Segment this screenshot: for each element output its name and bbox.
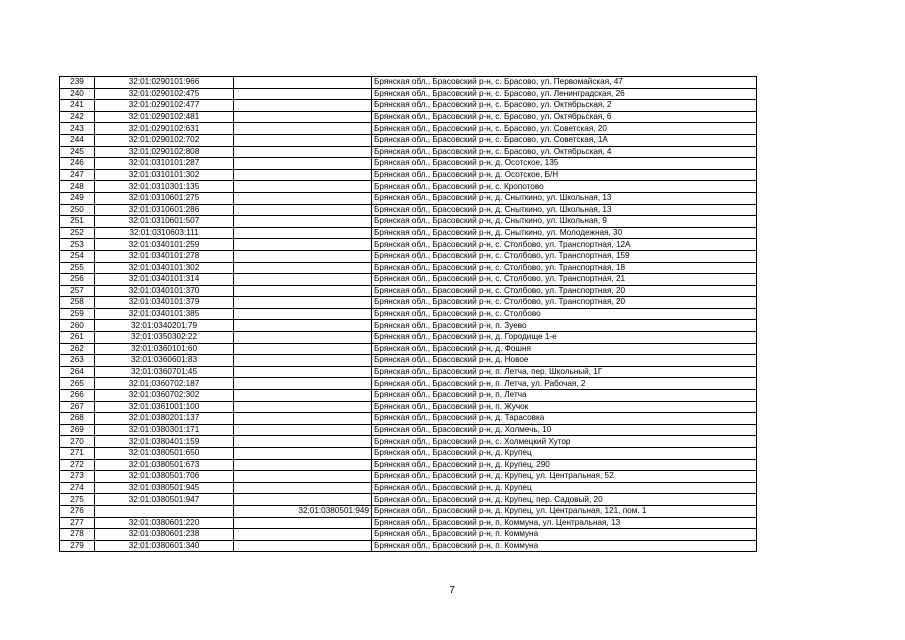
address-cell: Брянская обл., Брасовский р-н, с. Столбово, ул. Транспортная, 21 <box>372 274 757 286</box>
row-number-cell: 269 <box>60 424 95 436</box>
address-cell: Брянская обл., Брасовский р-н, п. Летча, пер. Школьный, 1Г <box>372 366 757 378</box>
address-cell: Брянская обл., Брасовский р-н, с. Кропотово <box>372 181 757 193</box>
cadastral-number-alt-cell <box>234 401 372 413</box>
address-cell: Брянская обл., Брасовский р-н, д. Крупец <box>372 448 757 460</box>
cadastral-number-cell: 32:01:0350302:22 <box>95 332 234 344</box>
row-number-cell: 248 <box>60 181 95 193</box>
table-row <box>60 540 757 552</box>
cadastral-number-alt-cell <box>234 297 372 309</box>
cadastral-number-alt-cell <box>234 88 372 100</box>
table-row <box>60 413 757 425</box>
cadastral-number-cell: 32:01:0361001:100 <box>95 401 234 413</box>
row-number-cell: 276 <box>60 505 95 517</box>
cadastral-number-cell: 32:01:0380201:137 <box>95 413 234 425</box>
address-cell: Брянская обл., Брасовский р-н, с. Столбово, ул. Транспортная, 159 <box>372 250 757 262</box>
cadastral-number-alt-cell <box>234 517 372 529</box>
cadastral-number-alt-cell <box>234 355 372 367</box>
cadastral-number-alt-cell <box>234 494 372 506</box>
cadastral-number-cell: 32:01:0290102:477 <box>95 100 234 112</box>
cadastral-number-alt-cell <box>234 181 372 193</box>
table-row <box>60 424 757 436</box>
table-row <box>60 146 757 158</box>
table-row <box>60 471 757 483</box>
row-number-cell: 264 <box>60 366 95 378</box>
row-number-cell: 273 <box>60 471 95 483</box>
cadastral-number-alt-cell <box>234 146 372 158</box>
cadastral-number-cell: 32:01:0290102:481 <box>95 111 234 123</box>
cadastral-number-alt-cell <box>234 77 372 89</box>
address-cell: Брянская обл., Брасовский р-н, п. Летча, ул. Рабочая, 2 <box>372 378 757 390</box>
cadastral-number-cell: 32:01:0340101:379 <box>95 297 234 309</box>
row-number-cell: 262 <box>60 343 95 355</box>
table-row <box>60 320 757 332</box>
row-number-cell: 249 <box>60 192 95 204</box>
table-row <box>60 262 757 274</box>
row-number-cell: 258 <box>60 297 95 309</box>
table-row <box>60 158 757 170</box>
table-row <box>60 274 757 286</box>
row-number-cell: 245 <box>60 146 95 158</box>
cadastral-number-cell: 32:01:0290102:702 <box>95 134 234 146</box>
cadastral-number-cell: 32:01:0380601:220 <box>95 517 234 529</box>
cadastral-number-alt-cell <box>234 274 372 286</box>
cadastral-number-cell: 32:01:0310603:111 <box>95 227 234 239</box>
cadastral-number-alt-cell <box>234 390 372 402</box>
address-cell: Брянская обл., Брасовский р-н, д. Тарасовка <box>372 413 757 425</box>
cadastral-number-cell: 32:01:0290102:808 <box>95 146 234 158</box>
address-cell: Брянская обл., Брасовский р-н, п. Зуево <box>372 320 757 332</box>
table-row <box>60 77 757 89</box>
address-cell: Брянская обл., Брасовский р-н, с. Брасово, ул. Октябрьская, 6 <box>372 111 757 123</box>
row-number-cell: 251 <box>60 216 95 228</box>
row-number-cell: 272 <box>60 459 95 471</box>
cadastral-number-alt-cell <box>234 239 372 251</box>
table-row <box>60 111 757 123</box>
row-number-cell: 259 <box>60 308 95 320</box>
table-row <box>60 192 757 204</box>
table-row <box>60 239 757 251</box>
table-row <box>60 181 757 193</box>
address-cell: Брянская обл., Брасовский р-н, д. Крупец, ул. Центральная, 121, пом. 1 <box>372 505 757 517</box>
row-number-cell: 242 <box>60 111 95 123</box>
cadastral-number-alt-cell <box>234 169 372 181</box>
cadastral-number-alt-cell <box>234 413 372 425</box>
cadastral-number-alt-cell <box>234 343 372 355</box>
cadastral-number-alt-cell <box>234 250 372 262</box>
table-row <box>60 401 757 413</box>
row-number-cell: 253 <box>60 239 95 251</box>
table-row <box>60 250 757 262</box>
address-cell: Брянская обл., Брасовский р-н, с. Брасово, ул. Первомайская, 47 <box>372 77 757 89</box>
cadastral-number-cell: 32:01:0310301:135 <box>95 181 234 193</box>
address-cell: Брянская обл., Брасовский р-н, с. Столбово, ул. Транспортная, 20 <box>372 297 757 309</box>
row-number-cell: 267 <box>60 401 95 413</box>
address-cell: Брянская обл., Брасовский р-н, д. Холмечь, 10 <box>372 424 757 436</box>
row-number-cell: 244 <box>60 134 95 146</box>
address-cell: Брянская обл., Брасовский р-н, д. Сныткино, ул. Школьная, 9 <box>372 216 757 228</box>
address-cell: Брянская обл., Брасовский р-н, п. Летча <box>372 390 757 402</box>
cadastral-number-alt-cell <box>234 123 372 135</box>
table-row <box>60 88 757 100</box>
cadastral-number-cell: 32:01:0380601:238 <box>95 529 234 541</box>
table-row <box>60 123 757 135</box>
cadastral-number-alt-cell <box>234 471 372 483</box>
cadastral-number-cell: 32:01:0290102:631 <box>95 123 234 135</box>
row-number-cell: 279 <box>60 540 95 552</box>
cadastral-number-cell: 32:01:0380601:340 <box>95 540 234 552</box>
table-row <box>60 308 757 320</box>
cadastral-number-cell: 32:01:0340101:259 <box>95 239 234 251</box>
row-number-cell: 241 <box>60 100 95 112</box>
row-number-cell: 243 <box>60 123 95 135</box>
cadastral-number-alt-cell <box>234 320 372 332</box>
row-number-cell: 278 <box>60 529 95 541</box>
table-row <box>60 332 757 344</box>
table-body <box>60 77 757 552</box>
address-cell: Брянская обл., Брасовский р-н, с. Брасово, ул. Советская, 20 <box>372 123 757 135</box>
address-cell: Брянская обл., Брасовский р-н, д. Крупец, 290 <box>372 459 757 471</box>
cadastral-number-cell: 32:01:0360702:187 <box>95 378 234 390</box>
address-cell: Брянская обл., Брасовский р-н, с. Столбово <box>372 308 757 320</box>
address-cell: Брянская обл., Брасовский р-н, д. Крупец, пер. Садовый, 20 <box>372 494 757 506</box>
cadastral-number-alt-cell <box>234 192 372 204</box>
cadastral-number-alt-cell <box>234 540 372 552</box>
address-cell: Брянская обл., Брасовский р-н, с. Брасово, ул. Советская, 1А <box>372 134 757 146</box>
table-row <box>60 505 757 517</box>
cadastral-number-cell: 32:01:0340101:278 <box>95 250 234 262</box>
cadastral-number-alt-cell <box>234 459 372 471</box>
cadastral-number-cell: 32:01:0380501:706 <box>95 471 234 483</box>
table-row <box>60 482 757 494</box>
address-cell: Брянская обл., Брасовский р-н, с. Брасово, ул. Ленинградская, 26 <box>372 88 757 100</box>
cadastral-number-cell: 32:01:0380401:159 <box>95 436 234 448</box>
cadastral-number-cell: 32:01:0310101:287 <box>95 158 234 170</box>
row-number-cell: 274 <box>60 482 95 494</box>
cadastral-number-cell: 32:01:0310601:275 <box>95 192 234 204</box>
row-number-cell: 254 <box>60 250 95 262</box>
row-number-cell: 263 <box>60 355 95 367</box>
cadastral-number-alt-cell <box>234 332 372 344</box>
row-number-cell: 265 <box>60 378 95 390</box>
table-row <box>60 494 757 506</box>
cadastral-number-alt-cell <box>234 204 372 216</box>
cadastral-number-cell: 32:01:0340101:314 <box>95 274 234 286</box>
table-row <box>60 285 757 297</box>
cadastral-number-cell: 32:01:0290102:475 <box>95 88 234 100</box>
table-row <box>60 204 757 216</box>
address-cell: Брянская обл., Брасовский р-н, д. Крупец <box>372 482 757 494</box>
cadastral-number-alt-cell <box>234 262 372 274</box>
address-cell: Брянская обл., Брасовский р-н, п. Коммуна <box>372 529 757 541</box>
cadastral-number-alt-cell <box>234 436 372 448</box>
row-number-cell: 261 <box>60 332 95 344</box>
row-number-cell: 246 <box>60 158 95 170</box>
table-row <box>60 169 757 181</box>
cadastral-number-cell: 32:01:0380501:945 <box>95 482 234 494</box>
table-row <box>60 517 757 529</box>
row-number-cell: 271 <box>60 448 95 460</box>
cadastral-number-cell: 32:01:0360601:83 <box>95 355 234 367</box>
cadastral-number-cell: 32:01:0340101:370 <box>95 285 234 297</box>
table-row <box>60 100 757 112</box>
cadastral-number-cell: 32:01:0310601:286 <box>95 204 234 216</box>
address-cell: Брянская обл., Брасовский р-н, д. Сныткино, ул. Школьная, 13 <box>372 192 757 204</box>
table-row <box>60 366 757 378</box>
address-cell: Брянская обл., Брасовский р-н, с. Холмецкий Хутор <box>372 436 757 448</box>
table-row <box>60 227 757 239</box>
cadastral-number-cell: 32:01:0310601:507 <box>95 216 234 228</box>
row-number-cell: 239 <box>60 77 95 89</box>
row-number-cell: 256 <box>60 274 95 286</box>
row-number-cell: 270 <box>60 436 95 448</box>
cadastral-number-cell: 32:01:0380501:673 <box>95 459 234 471</box>
table-row <box>60 355 757 367</box>
property-registry-table <box>59 76 757 552</box>
cadastral-number-cell: 32:01:0360702:302 <box>95 390 234 402</box>
row-number-cell: 255 <box>60 262 95 274</box>
table-row <box>60 343 757 355</box>
page-number: 7 <box>449 585 455 596</box>
cadastral-number-alt-cell <box>234 448 372 460</box>
address-cell: Брянская обл., Брасовский р-н, с. Брасово, ул. Октябрьская, 2 <box>372 100 757 112</box>
address-cell: Брянская обл., Брасовский р-н, п. Коммуна, ул. Центральная, 13 <box>372 517 757 529</box>
row-number-cell: 257 <box>60 285 95 297</box>
address-cell: Брянская обл., Брасовский р-н, с. Столбово, ул. Транспортная, 18 <box>372 262 757 274</box>
table-row <box>60 297 757 309</box>
address-cell: Брянская обл., Брасовский р-н, д. Осотское, 135 <box>372 158 757 170</box>
table-row <box>60 134 757 146</box>
cadastral-number-alt-cell <box>234 529 372 541</box>
address-cell: Брянская обл., Брасовский р-н, д. Фошня <box>372 343 757 355</box>
table-row <box>60 436 757 448</box>
table-row <box>60 390 757 402</box>
cadastral-number-alt-cell <box>234 424 372 436</box>
address-cell: Брянская обл., Брасовский р-н, с. Столбово, ул. Транспортная, 12А <box>372 239 757 251</box>
table-row <box>60 459 757 471</box>
cadastral-number-alt-cell <box>234 111 372 123</box>
address-cell: Брянская обл., Брасовский р-н, с. Столбово, ул. Транспортная, 20 <box>372 285 757 297</box>
cadastral-number-cell: 32:01:0340101:302 <box>95 262 234 274</box>
address-cell: Брянская обл., Брасовский р-н, д. Новое <box>372 355 757 367</box>
cadastral-number-cell: 32:01:0360701:45 <box>95 366 234 378</box>
cadastral-number-cell: 32:01:0290101:966 <box>95 77 234 89</box>
row-number-cell: 250 <box>60 204 95 216</box>
table-row <box>60 216 757 228</box>
table-row <box>60 378 757 390</box>
cadastral-number-cell: 32:01:0340201:79 <box>95 320 234 332</box>
row-number-cell: 240 <box>60 88 95 100</box>
address-cell: Брянская обл., Брасовский р-н, д. Крупец, ул. Центральная, 52 <box>372 471 757 483</box>
cadastral-number-cell: 32:01:0360101:60 <box>95 343 234 355</box>
cadastral-number-alt-cell <box>234 227 372 239</box>
cadastral-number-cell: 32:01:0380501:947 <box>95 494 234 506</box>
row-number-cell: 277 <box>60 517 95 529</box>
address-cell: Брянская обл., Брасовский р-н, д. Осотское, Б/Н <box>372 169 757 181</box>
cadastral-number-alt-cell <box>234 134 372 146</box>
cadastral-number-alt-cell <box>234 366 372 378</box>
cadastral-number-cell <box>95 505 234 517</box>
row-number-cell: 266 <box>60 390 95 402</box>
row-number-cell: 252 <box>60 227 95 239</box>
cadastral-number-alt-cell: 32:01:0380501:949 <box>234 505 372 517</box>
row-number-cell: 275 <box>60 494 95 506</box>
cadastral-number-alt-cell <box>234 216 372 228</box>
row-number-cell: 260 <box>60 320 95 332</box>
address-cell: Брянская обл., Брасовский р-н, д. Сныткино, ул. Школьная, 13 <box>372 204 757 216</box>
row-number-cell: 247 <box>60 169 95 181</box>
cadastral-number-alt-cell <box>234 158 372 170</box>
address-cell: Брянская обл., Брасовский р-н, д. Сныткино, ул. Молодежная, 30 <box>372 227 757 239</box>
cadastral-number-alt-cell <box>234 482 372 494</box>
address-cell: Брянская обл., Брасовский р-н, п. Жучок <box>372 401 757 413</box>
cadastral-number-alt-cell <box>234 308 372 320</box>
cadastral-number-alt-cell <box>234 378 372 390</box>
row-number-cell: 268 <box>60 413 95 425</box>
table-row <box>60 448 757 460</box>
address-cell: Брянская обл., Брасовский р-н, п. Коммуна <box>372 540 757 552</box>
address-cell: Брянская обл., Брасовский р-н, с. Брасово, ул. Октябрьская, 4 <box>372 146 757 158</box>
cadastral-number-cell: 32:01:0380501:650 <box>95 448 234 460</box>
cadastral-number-cell: 32:01:0310101:302 <box>95 169 234 181</box>
address-cell: Брянская обл., Брасовский р-н, д. Городище 1-е <box>372 332 757 344</box>
cadastral-number-alt-cell <box>234 100 372 112</box>
cadastral-number-cell: 32:01:0340101:385 <box>95 308 234 320</box>
table-row <box>60 529 757 541</box>
cadastral-number-cell: 32:01:0380301:171 <box>95 424 234 436</box>
cadastral-number-alt-cell <box>234 285 372 297</box>
